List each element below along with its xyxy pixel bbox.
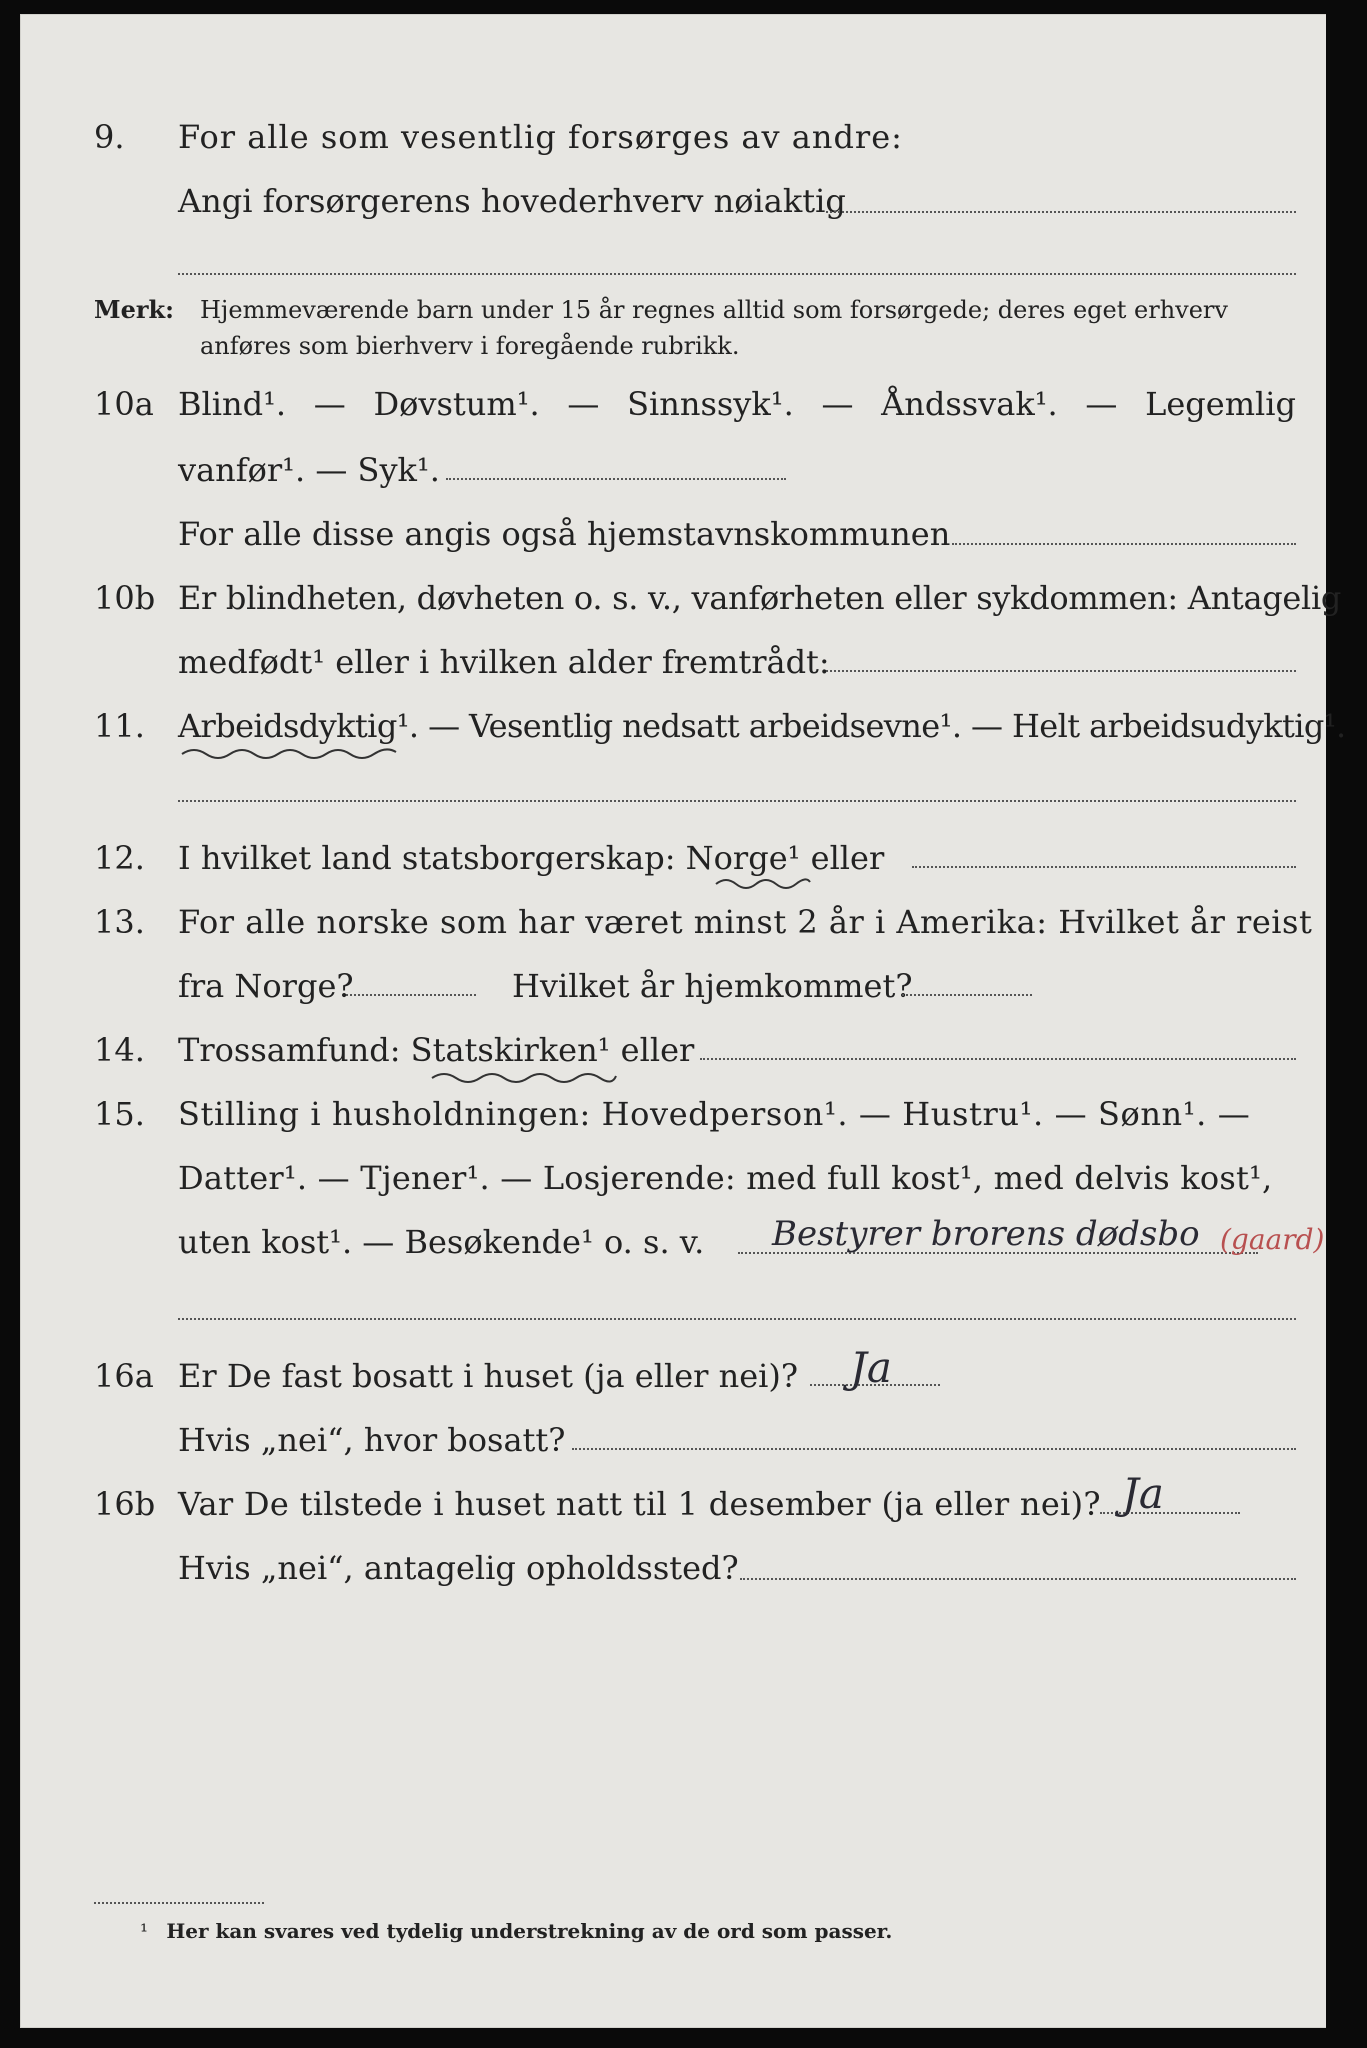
q10a-blind: Blind¹.	[178, 385, 287, 423]
merk-line2: anføres som bierhverv i foregående rubrikk.	[200, 332, 740, 360]
q16b-answer-line	[1100, 1512, 1240, 1514]
q16b-number: 16b	[94, 1485, 156, 1523]
q14-text: Trossamfund: Statskirken¹ eller	[178, 1031, 695, 1069]
footnote	[140, 1916, 892, 1946]
q10b-line2: medfødt¹ eller i hvilken alder fremtrådt:	[178, 643, 830, 681]
q10b-number: 10b	[94, 579, 156, 617]
q9-answer-line-2	[178, 273, 1296, 275]
q11-handwritten-underline	[180, 746, 400, 762]
q15-answer-line-2	[178, 1318, 1296, 1320]
merk-line1: Hjemmeværende barn under 15 år regnes alltid som forsørgede; deres eget erhverv	[200, 296, 1228, 324]
q10a-dash: —	[1085, 385, 1118, 423]
q10a-hjemstavn-line	[952, 543, 1296, 545]
q16a-bosatt-line	[572, 1448, 1296, 1450]
q11-answer-line	[178, 800, 1296, 802]
q10a-number: 10a	[94, 385, 154, 423]
q16a-line1: Er De fast bosatt i huset (ja eller nei)?	[178, 1357, 799, 1395]
q10a-dash: —	[313, 385, 346, 423]
q15-handwritten-answer: Bestyrer brorens dødsbo	[772, 1214, 1200, 1254]
q12-handwritten-underline	[714, 876, 814, 892]
q16a-number: 16a	[94, 1357, 154, 1395]
q12-text: I hvilket land statsborgerskap: Norge¹ eller	[178, 839, 885, 877]
q14-handwritten-underline	[430, 1070, 620, 1086]
q13-number: 13.	[94, 903, 145, 941]
q16b-line1: Var De tilstede i huset natt til 1 desember (ja eller nei)?	[178, 1485, 1101, 1523]
footnote-separator	[94, 1902, 264, 1904]
q15-number: 15.	[94, 1095, 145, 1133]
q10a-line3: For alle disse angis også hjemstavnskommunen	[178, 515, 951, 553]
q11-text: Arbeidsdyktig¹. — Vesentlig nedsatt arbeidsevne¹. — Helt arbeidsudyktig¹.	[178, 707, 1346, 745]
q15-line1: Stilling i husholdningen: Hovedperson¹. — Hustru¹. — Sønn¹. —	[178, 1095, 1251, 1133]
footnote-text: Her kan svares ved tydelig understrekning av de ord som passer.	[166, 1919, 893, 1943]
q15-line3: uten kost¹. — Besøkende¹ o. s. v.	[178, 1223, 705, 1261]
q16b-opholdssted-line	[740, 1578, 1296, 1580]
q10a-andssvak: Åndssvak¹.	[881, 385, 1058, 423]
q13-reist-line	[346, 994, 476, 996]
q15-line2: Datter¹. — Tjener¹. — Losjerende: med full kost¹, med delvis kost¹,	[178, 1159, 1273, 1197]
q13-line2b: Hvilket år hjemkommet?	[512, 967, 913, 1005]
q9-line1: For alle som vesentlig forsørges av andre:	[178, 118, 903, 156]
q9-number: 9.	[94, 118, 125, 156]
q10a-line2: vanfør¹. — Syk¹.	[178, 451, 440, 489]
q16b-handwritten-answer: Ja	[1122, 1469, 1164, 1518]
q11-number: 11.	[94, 707, 145, 745]
q10a-legemlig: Legemlig	[1145, 385, 1296, 423]
q13-line2a: fra Norge?	[178, 967, 354, 1005]
q13-hjemkommet-line	[902, 994, 1032, 996]
q10a-sinnssyk: Sinnssyk¹.	[627, 385, 794, 423]
q12-number: 12.	[94, 839, 145, 877]
q12-answer-line	[912, 866, 1296, 868]
q9-answer-line	[826, 211, 1296, 213]
merk-label: Merk:	[94, 295, 174, 324]
q14-number: 14.	[94, 1031, 145, 1069]
q16a-line2: Hvis „nei“, hvor bosatt?	[178, 1421, 566, 1459]
q10a-dash: —	[821, 385, 854, 423]
q10a-dash: —	[567, 385, 600, 423]
q16a-handwritten-answer: Ja	[850, 1343, 892, 1392]
scan-edge	[1326, 14, 1338, 2028]
q10b-line1: Er blindheten, døvheten o. s. v., vanførheten eller sykdommen: Antagelig	[178, 579, 1342, 617]
q14-answer-line	[700, 1058, 1296, 1060]
footnote-mark: ¹	[140, 1919, 149, 1943]
q9-line2: Angi forsørgerens hovederhverv nøiaktig	[178, 182, 846, 220]
q13-line1: For alle norske som har været minst 2 år i Amerika: Hvilket år reist	[178, 903, 1313, 941]
q16b-line2: Hvis „nei“, antagelig opholdssted?	[178, 1549, 739, 1587]
q10b-answer-line	[826, 670, 1296, 672]
q10a-line1	[178, 384, 1296, 424]
q10a-dovstum: Døvstum¹.	[373, 385, 540, 423]
q15-handwritten-red-note: (gaard)	[1220, 1223, 1325, 1256]
q10a-answer-line	[446, 478, 786, 480]
